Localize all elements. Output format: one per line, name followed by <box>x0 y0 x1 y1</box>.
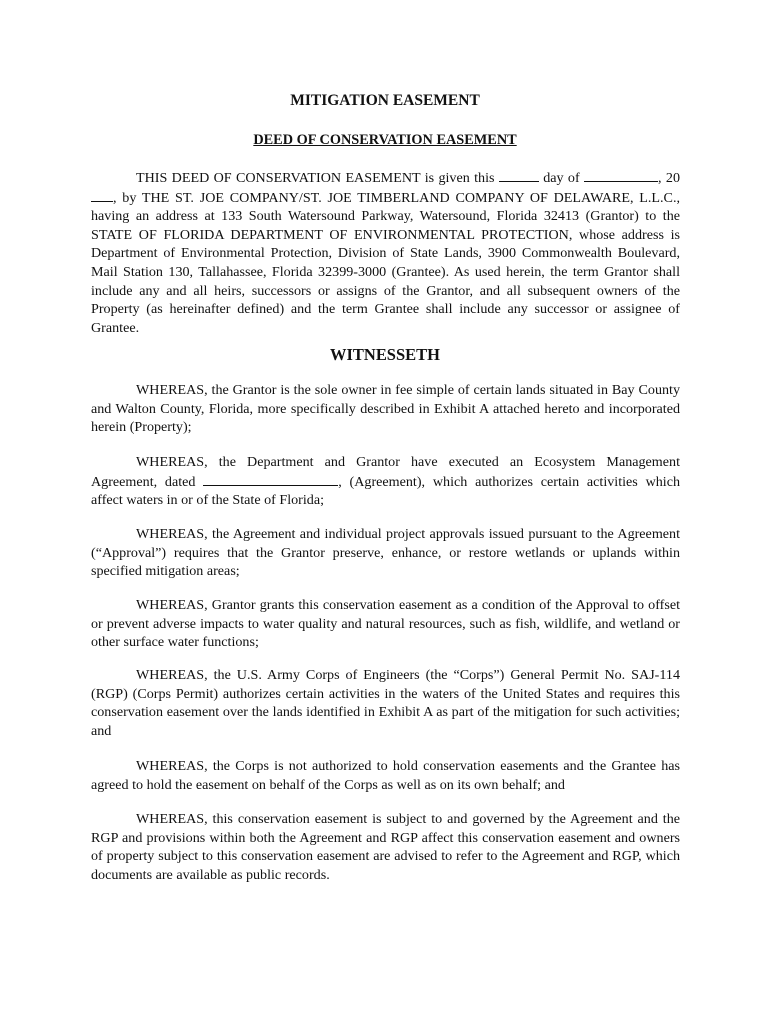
intro-text-2: day of <box>538 170 585 186</box>
whereas-paragraph-7: WHEREAS, this conservation easement is subject to and governed by the Agreement and the RGP and provisions within both the Agreement and RGP affect this conservation easement and owners of property subject to this conservation easement are advised to refer to the Agreement and RGP, which documents are available as public records. <box>91 811 680 883</box>
whereas-paragraph-1: WHEREAS, the Grantor is the sole owner in fee simple of certain lands situated in Bay County and Walton County, Florida, more specifically described in Exhibit A attached hereto and incorporated herein (Property); <box>91 382 680 436</box>
agreement-date-blank <box>203 472 338 486</box>
whereas-paragraph-6: WHEREAS, the Corps is not authorized to hold conservation easements and the Grantee has agreed to hold the easement on behalf of the Corps as well as on its own behalf; and <box>91 758 680 793</box>
witnesseth-heading: WITNESSETH <box>330 345 440 364</box>
whereas-2-text-2: , (Agreement), which authorizes certain activities which affect waters in or of the State of Florida; <box>91 473 681 509</box>
whereas-2-text-1: WHEREAS, the Department and Grantor have executed an Ecosystem Management Agreement, dated <box>91 454 680 490</box>
whereas-paragraph-3: WHEREAS, the Agreement and individual project approvals issued pursuant to the Agreement (“Approval”) requires that the Grantor preserve, enhance, or restore wetlands or uplands within specified mitigation areas; <box>91 526 680 580</box>
whereas-paragraph-2 <box>91 453 680 510</box>
intro-text-1: THIS DEED OF CONSERVATION EASEMENT is given this <box>136 170 499 186</box>
intro-paragraph <box>91 168 680 337</box>
document-title: MITIGATION EASEMENT <box>290 92 480 109</box>
whereas-paragraph-4: WHEREAS, Grantor grants this conservation easement as a condition of the Approval to offset or prevent adverse impacts to water quality and natural resources, such as fish, wildlife, and wetland or other surface water functions; <box>91 597 680 651</box>
whereas-paragraph-5: WHEREAS, the U.S. Army Corps of Engineers (the “Corps”) General Permit No. SAJ-114 (RGP) (Corps Permit) authorizes certain activities in the waters of the United States and requires this conservation easement over the lands identified in Exhibit A as part of the mitigation for such activities; and <box>91 667 680 739</box>
intro-text-3: , 20 <box>658 170 680 186</box>
year-blank <box>91 188 113 202</box>
month-blank <box>584 168 658 182</box>
intro-text-4: , by THE ST. JOE COMPANY/ST. JOE TIMBERLAND COMPANY OF DELAWARE, L.L.C., having an address at 133 South Watersound Parkway, Watersound, Florida 32413 (Grantor) to the STATE OF FLORIDA DEPARTMENT OF ENVIRONMENTAL PROTECTION, whose address is Department of Environmental Protection, Division of State Lands, 3900 Commonwealth Boulevard, Mail Station 130, Tallahassee, Florida 32399-3000 (Grantee). As used herein, the term Grantor shall include any and all heirs, successors or assigns of the Grantor, and all subsequent owners of the Property (as hereinafter defined) and the term Grantee shall include any successor or assignee of Grantee. <box>91 189 680 336</box>
day-blank <box>499 168 539 182</box>
document-subtitle: DEED OF CONSERVATION EASEMENT <box>253 132 517 148</box>
